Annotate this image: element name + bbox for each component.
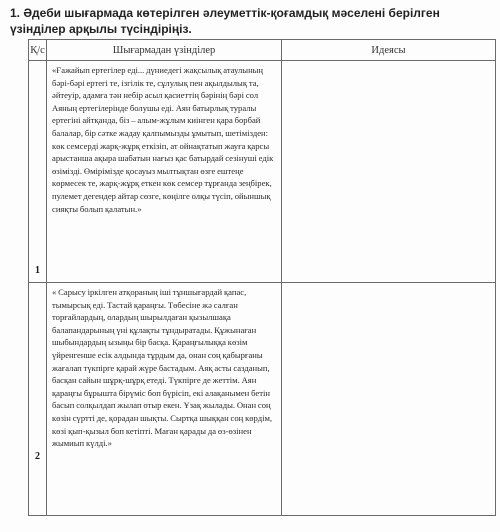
excerpt-text: «Ғажайып ертегілер еді... дүниедегі жақсылық атаулының бәрі-бәрі ертегі те, ізгілік те, сұлулық пен ақылдылық та, әйтеуір, адамға тән небір асыл қасиеттің бәрінің бәрі сол Аяның ертегілерінде болушы еді. Аян батырлық туралы ертегіні айтқанда, біз – алым-жұлым киінген қара борбай балалар, бір сәтке жадау қалпымызды ұмытып, шетімізден: көк семсерді жарқ-жұрқ еткізіп, ат ойнақтатып жауға қарсы арыстанша ақыра шабатын нағыз қас батырдай сезінуші едік өзімізді. Өмірімізде қосауыз мылтықтан өзге ештеңе көрмесек те, жарқ-жұрқ еткен көк семсер тұрғанда зеңбірек, пулемет дегендер айтар сөзге, көңілге олқы түсіп, ойыншық сияқты болып қалатын.» xyxy=(52,65,274,214)
excerpt-text: « Сарысу іркілген атқораның іші тұншығардай қапас, тымырсық еді. Тастай қараңғы. Төбесіне жә салған торғайлардың, олардың шырылдаған қызылшақа балапандарының үні құлақты тұндыратады. Құжынаған шыбындардың ызыңы бір басқа. Қараңғылыққа көзім үйренгенше есік алдында тұрдым да, онан соң қабырғаны жағалап түкпірге қарай жүре бастадым. Аяқ асты сазданып, басқан сайын шұрқ-шұрқ етеді. Түкпірге де жеттім. Аян қараңғы бұрышта бірүміс боп бүрісіп, екі алақанымен бетін басып солқылдап жылап отыр екен. Ұзақ жылады. Онан соң көзін сүртті де, қорадан шықты. Сыртқа шыққан соң көрдім, көзі қып-қызыл боп кетіпті. Маған қарады да өз-өзінен жымиып күлді.» xyxy=(52,287,273,449)
idea-answer-cell[interactable] xyxy=(282,283,496,516)
row-number-cell xyxy=(29,283,47,516)
excerpt-cell xyxy=(47,61,282,283)
header-excerpt: Шығармадан үзінділер xyxy=(47,40,282,61)
row-number: 2 xyxy=(35,451,40,462)
table-row xyxy=(29,61,496,283)
excerpt-cell xyxy=(47,283,282,516)
row-number: 1 xyxy=(35,265,40,276)
idea-answer-cell[interactable] xyxy=(282,61,496,283)
header-idea: Идеясы xyxy=(282,40,496,61)
table-header-row xyxy=(29,40,496,61)
table-row xyxy=(29,283,496,516)
task-heading: 1. Әдеби шығармада көтерілген әлеуметтік-қоғамдық мәселені берілген үзінділер арқылы түсіндіріңіз. xyxy=(10,6,440,36)
excerpt-table xyxy=(28,39,496,516)
row-number-cell xyxy=(29,61,47,283)
header-number: Қ/с xyxy=(29,40,47,61)
